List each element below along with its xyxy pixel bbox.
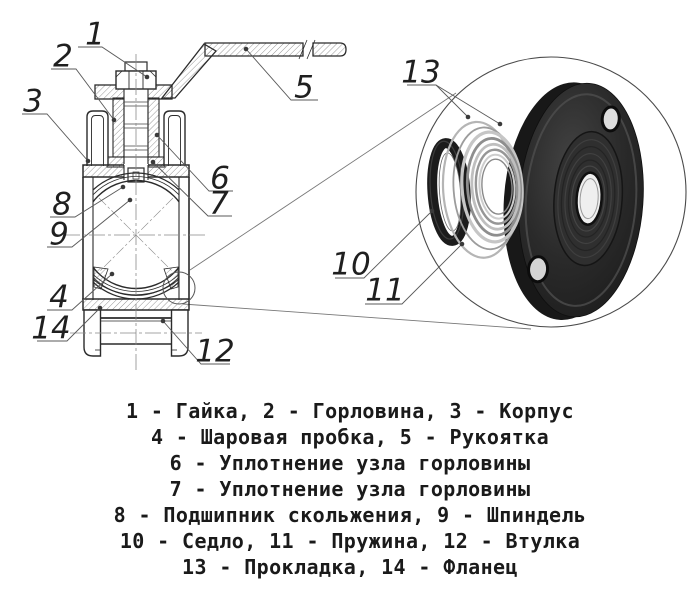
bolt-hole-bottom [528,256,549,282]
callout-number-12: 12 [195,333,235,370]
callout-number-1: 1 [85,16,105,53]
bolt-hole-top [601,106,620,131]
parts-legend [0,398,700,580]
callout-number-9: 9 [49,216,69,253]
legend-line: 10 - Седло, 11 - Пружина, 12 - Втулка [119,529,581,553]
callout-number-2: 2 [53,38,73,75]
callout-number-4: 4 [49,279,69,316]
leader-dot [86,159,91,164]
leader-dot [121,185,126,190]
leader-dot [161,319,166,324]
leader-dot [112,118,117,123]
callout-number-10: 10 [331,246,371,283]
callout-number-11: 11 [365,272,405,309]
callout-number-5: 5 [294,69,314,106]
leader-dot [155,133,160,138]
legend-line: 7 - Уплотнение узла горловины [169,477,531,501]
leader-dot [110,272,115,277]
leader-dot [128,198,133,203]
legend-line: 6 - Уплотнение узла горловины [169,451,531,475]
callout-number-7: 7 [209,185,229,222]
callout-number-3: 3 [23,83,43,120]
leader-dot [244,47,249,52]
callout-3 [22,84,90,164]
callout-number-8: 8 [52,186,72,223]
leader-dot [151,160,156,165]
leader-dot [98,306,103,311]
callout-2 [51,39,116,123]
leader-dot [460,242,465,247]
legend-line: 8 - Подшипник скольжения, 9 - Шпиндель [113,503,587,527]
leader-dot [430,209,435,214]
callout-number-6: 6 [210,160,230,197]
leader-dot [145,75,150,80]
leader-dot [498,122,503,127]
callout-number-13: 13 [401,54,441,91]
legend-line: 13 - Прокладка, 14 - Фланец [182,555,518,579]
leader-dot [466,115,471,120]
legend-line: 1 - Гайка, 2 - Горловина, 3 - Корпус [126,399,574,423]
callout-number-14: 14 [31,310,71,347]
leader-line [22,114,88,161]
legend-line: 4 - Шаровая пробка, 5 - Рукоятка [150,425,550,449]
